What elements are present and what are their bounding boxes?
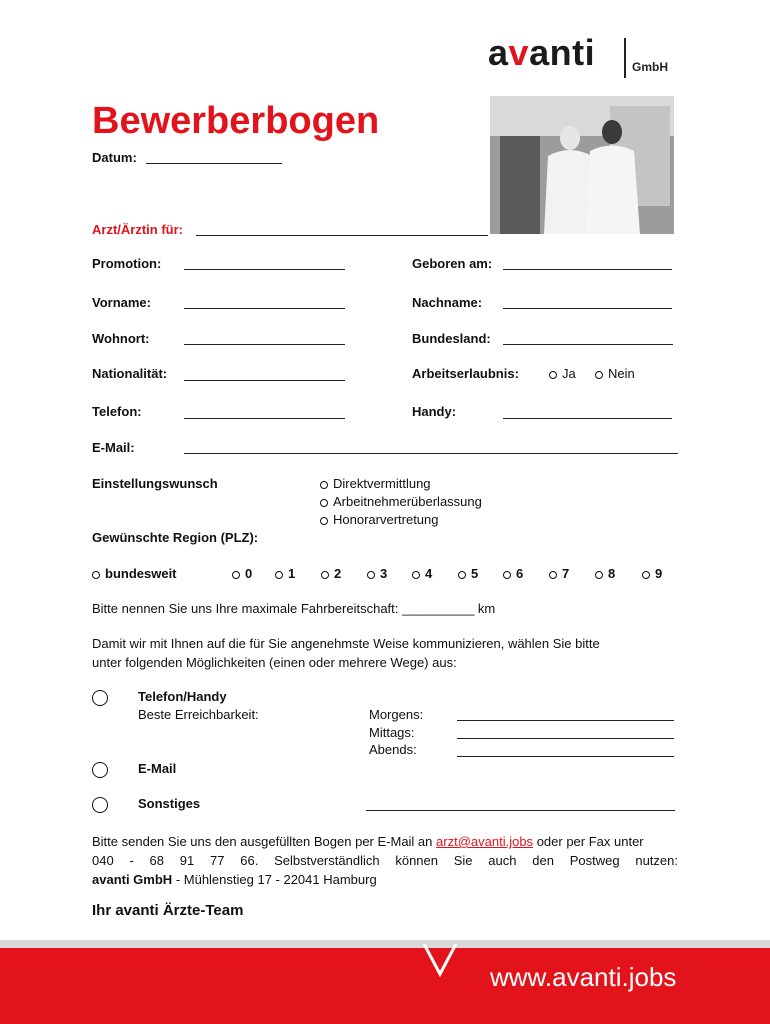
region-option-0[interactable] [232,566,252,581]
kommunikation-telefon-label: Telefon/Handy [138,689,227,704]
abends-input[interactable] [457,756,674,757]
radio-circle-icon [320,499,328,507]
email-label: E-Mail: [92,440,135,455]
option-label: Direktvermittlung [333,476,431,491]
handy-input[interactable] [503,418,672,419]
nachname-input[interactable] [503,308,672,309]
region-option-1[interactable] [275,566,295,581]
radio-circle-icon [232,571,240,579]
bundesland-label: Bundesland: [412,331,491,346]
promotion-input[interactable] [184,269,345,270]
vorname-label: Vorname: [92,295,151,310]
mittags-label: Mittags: [369,725,415,740]
contact-line-1-pre: Bitte senden Sie uns den ausgefüllten Bogen per E-Mail an [92,834,433,849]
radio-circle-icon [320,517,328,525]
footer-chevron-icon [420,940,460,980]
sonstiges-input[interactable] [366,810,675,811]
option-label: 2 [334,566,342,581]
kommunikation-sonstiges-radio[interactable] [92,797,108,813]
kommunikation-email-label: E-Mail [138,761,177,776]
nationalitaet-input[interactable] [184,380,345,381]
radio-circle-icon [412,571,420,579]
datum-input[interactable] [146,163,282,164]
option-label: 1 [288,566,296,581]
radio-circle-icon [458,571,466,579]
option-label: bundesweit [105,566,177,581]
radio-circle-icon [275,571,283,579]
arbeitserlaubnis-label: Arbeitserlaubnis: [412,366,519,381]
region-option-bundesweit[interactable] [92,566,177,581]
promotion-label: Promotion: [92,256,162,271]
arzt-label: Arzt/Ärztin für: [92,222,183,237]
region-option-3[interactable] [367,566,387,581]
region-option-2[interactable] [321,566,341,581]
radio-circle-icon [595,571,603,579]
region-option-7[interactable] [549,566,569,581]
contact-email-link[interactable]: arzt@avanti.jobs [436,834,534,849]
arbeitserlaubnis-nein-option[interactable] [595,366,635,381]
einstellung-option-direktvermittlung[interactable] [320,476,431,491]
option-label: 7 [562,566,570,581]
radio-circle-icon [321,571,329,579]
ja-label: Ja [562,366,576,381]
einstellung-label: Einstellungswunsch [92,476,218,491]
radio-circle-icon [320,481,328,489]
vorname-input[interactable] [184,308,345,309]
kommunikation-email-radio[interactable] [92,762,108,778]
geboren-input[interactable] [503,269,672,270]
region-label: Gewünschte Region (PLZ): [92,530,259,545]
signoff: Ihr avanti Ärzte-Team [92,902,244,919]
option-label: 4 [425,566,433,581]
contact-line-1 [92,832,678,851]
radio-circle-icon [549,571,557,579]
contact-company: avanti GmbH [92,872,173,887]
arbeitserlaubnis-ja-option[interactable] [549,366,576,381]
option-label: 9 [655,566,663,581]
email-input[interactable] [184,453,678,454]
option-label: 0 [245,566,253,581]
bundesland-input[interactable] [503,344,673,345]
morgens-input[interactable] [457,720,674,721]
option-label: 8 [608,566,616,581]
handy-label: Handy: [412,404,457,419]
fahrbereitschaft-text: Bitte nennen Sie uns Ihre maximale Fahrbereitschaft: __________ km [92,601,496,616]
radio-circle-icon [92,571,100,579]
option-label: 3 [380,566,388,581]
radio-circle-icon [595,371,603,379]
einstellung-option-honorarvertretung[interactable] [320,512,439,527]
nachname-label: Nachname: [412,295,483,310]
radio-circle-icon [549,371,557,379]
company-logo: avanti [488,32,596,73]
erreichbarkeit-label: Beste Erreichbarkeit: [138,707,259,722]
logo-separator [624,38,626,78]
kommunikation-telefon-radio[interactable] [92,690,108,706]
region-option-5[interactable] [458,566,478,581]
kommunikation-sonstiges-label: Sonstiges [138,796,201,811]
abends-label: Abends: [369,742,417,757]
region-option-4[interactable] [412,566,432,581]
telefon-input[interactable] [184,418,345,419]
radio-circle-icon [642,571,650,579]
kommunikation-intro-2: unter folgenden Möglichkeiten (einen oder mehrere Wege) aus: [92,655,457,670]
nationalitaet-label: Nationalität: [92,366,168,381]
wohnort-label: Wohnort: [92,331,150,346]
datum-label: Datum: [92,150,137,165]
option-label: 5 [471,566,479,581]
contact-line-3 [92,870,678,889]
header-photo [490,96,674,234]
radio-circle-icon [367,571,375,579]
mittags-input[interactable] [457,738,674,739]
arzt-input[interactable] [196,235,488,236]
contact-line-1-post: oder per Fax unter [536,834,644,849]
geboren-label: Geboren am: [412,256,493,271]
page-title: Bewerberbogen [92,100,380,142]
wohnort-input[interactable] [184,344,345,345]
option-label: 6 [516,566,524,581]
morgens-label: Morgens: [369,707,424,722]
region-option-6[interactable] [503,566,523,581]
radio-circle-icon [503,571,511,579]
option-label: Honorarvertretung [333,512,439,527]
kommunikation-intro-1: Damit wir mit Ihnen auf die für Sie angenehmste Weise kommunizieren, wählen Sie bitte [92,636,600,651]
einstellung-option-arbeitnehmerueberlassung[interactable] [320,494,482,509]
footer-url[interactable]: www.avanti.jobs [490,962,677,992]
nein-label: Nein [608,366,635,381]
contact-line-2: 040 - 68 91 77 66. Selbstverständlich können Sie auch den Postweg nutzen: [92,853,678,868]
telefon-label: Telefon: [92,404,142,419]
contact-paragraph [92,832,678,889]
region-option-9[interactable] [642,566,662,581]
region-option-8[interactable] [595,566,615,581]
logo-suffix: GmbH [632,60,668,74]
option-label: Arbeitnehmerüberlassung [333,494,482,509]
contact-address: - Mühlenstieg 17 - 22041 Hamburg [175,872,377,887]
